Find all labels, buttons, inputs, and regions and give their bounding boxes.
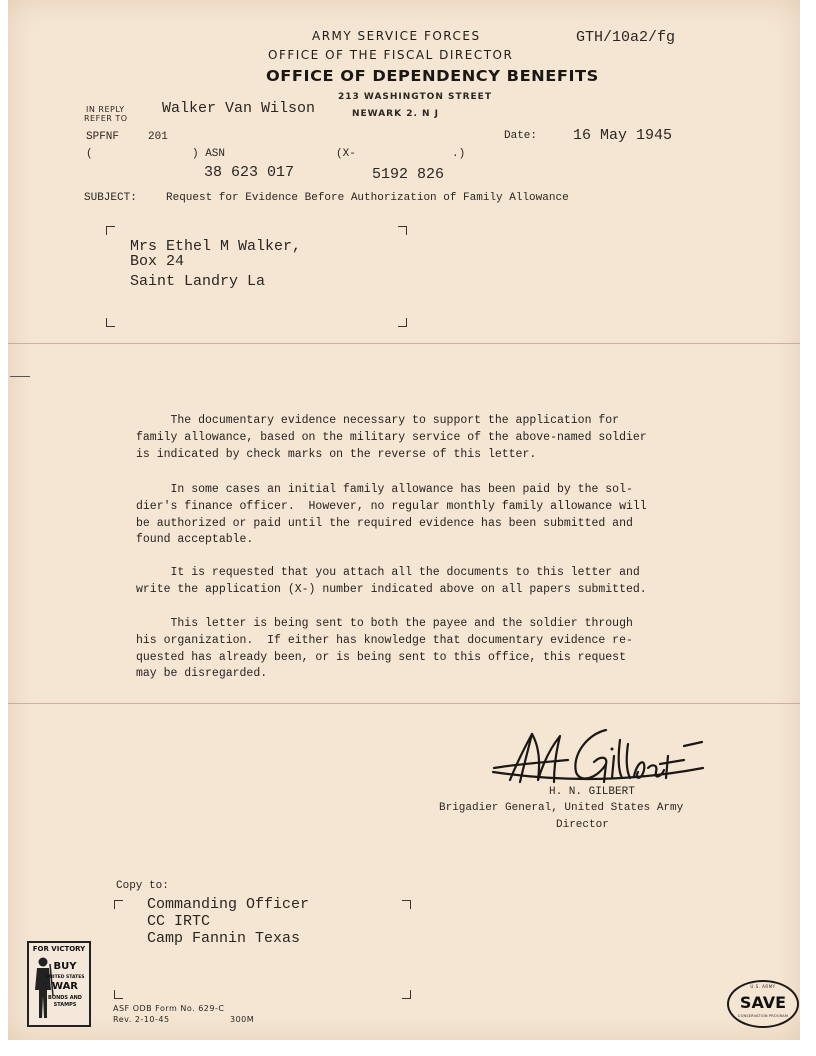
- save-text: SAVE: [739, 993, 787, 1012]
- form-number: ASF ODB Form No. 629-C: [113, 1004, 225, 1013]
- body-paragraph-1: The documentary evidence necessary to support the application for family allowance, based on the military service of the above-named soldier is indicated by check marks on the reverse of this letter.: [136, 414, 647, 461]
- header-dependency-benefits: OFFICE OF DEPENDENCY BENEFITS: [266, 67, 599, 85]
- asn-number: 38 623 017: [204, 164, 295, 181]
- stamp-buy: BUY: [53, 961, 77, 972]
- recipient-name: Mrs Ethel M Walker,: [130, 238, 302, 255]
- save-conservation-badge: [727, 980, 799, 1028]
- header-street: 213 WASHINGTON STREET: [338, 92, 492, 102]
- body-paragraph-4: This letter is being sent to both the payee and the soldier through his organization. If either has knowledge that documentary evidence re- quested has already been, or is being sent to this office, this request may be disregarded.: [136, 617, 633, 681]
- subject-text: Request for Evidence Before Authorization of Family Allowance: [166, 192, 569, 204]
- save-arc-bottom: CONSERVATION PROGRAM: [737, 1014, 789, 1018]
- window-corner: [402, 900, 411, 909]
- code-201: 201: [148, 131, 168, 143]
- copy-line-2: CC IRTC: [147, 913, 211, 930]
- header-fiscal-director: OFFICE OF THE FISCAL DIRECTOR: [268, 48, 514, 62]
- window-corner: [114, 900, 123, 909]
- war-bonds-stamp: [27, 941, 91, 1027]
- stamp-war: WAR: [51, 981, 79, 992]
- fold-line: [8, 343, 800, 344]
- soldier-name: Walker Van Wilson: [162, 100, 316, 117]
- reply-label-2: REFER TO: [84, 114, 128, 123]
- date-value: 16 May 1945: [573, 127, 673, 144]
- stamp-bonds: BONDS AND STAMPS: [48, 995, 82, 1008]
- recipient-box: Box 24: [130, 253, 185, 270]
- x-label: (X-: [336, 148, 356, 160]
- header-city: NEWARK 2. N J: [352, 109, 440, 119]
- header-army-service-forces: ARMY SERVICE FORCES: [312, 29, 481, 43]
- margin-mark: [10, 376, 30, 377]
- file-code: GTH/10a2/fg: [576, 29, 676, 46]
- copy-label: Copy to:: [116, 880, 169, 892]
- stamp-for-victory: FOR VICTORY: [32, 945, 86, 953]
- fold-line: [8, 703, 800, 704]
- signer-name: H. N. GILBERT: [549, 786, 635, 798]
- recipient-place: Saint Landry La: [130, 273, 266, 290]
- window-corner: [398, 226, 407, 235]
- window-corner: [114, 990, 123, 999]
- save-arc-top: U.S. ARMY: [750, 984, 776, 989]
- copy-line-3: Camp Fannin Texas: [147, 930, 301, 947]
- subject-label: SUBJECT:: [84, 192, 137, 204]
- signature-image: [488, 720, 712, 790]
- body-paragraph-2: In some cases an initial family allowance has been paid by the sol- dier's finance officer. However, no regular monthly family allowance will be authorized or paid until the required evidence has been submitted and found acceptable.: [136, 483, 647, 547]
- open-paren: (: [86, 148, 93, 160]
- office-code: SPFNF: [86, 131, 120, 143]
- reply-label-1: IN REPLY: [86, 105, 125, 114]
- signer-title: Director: [556, 819, 609, 831]
- x-close: .): [452, 148, 466, 160]
- copy-line-1: Commanding Officer: [147, 896, 310, 913]
- window-corner: [398, 318, 407, 327]
- form-print-run: 300M: [230, 1015, 255, 1024]
- window-corner: [106, 318, 115, 327]
- form-revision: Rev. 2-10-45: [113, 1015, 170, 1024]
- x-number: 5192 826: [372, 166, 445, 183]
- body-paragraph-3: It is requested that you attach all the documents to this letter and write the application (X-) number indicated above on all papers submitted.: [136, 566, 647, 596]
- window-corner: [402, 990, 411, 999]
- signer-rank: Brigadier General, United States Army: [439, 802, 684, 814]
- window-corner: [106, 226, 115, 235]
- date-label: Date:: [504, 130, 538, 142]
- asn-label: ) ASN: [192, 148, 226, 160]
- stamp-united-states: UNITED STATES: [45, 975, 85, 980]
